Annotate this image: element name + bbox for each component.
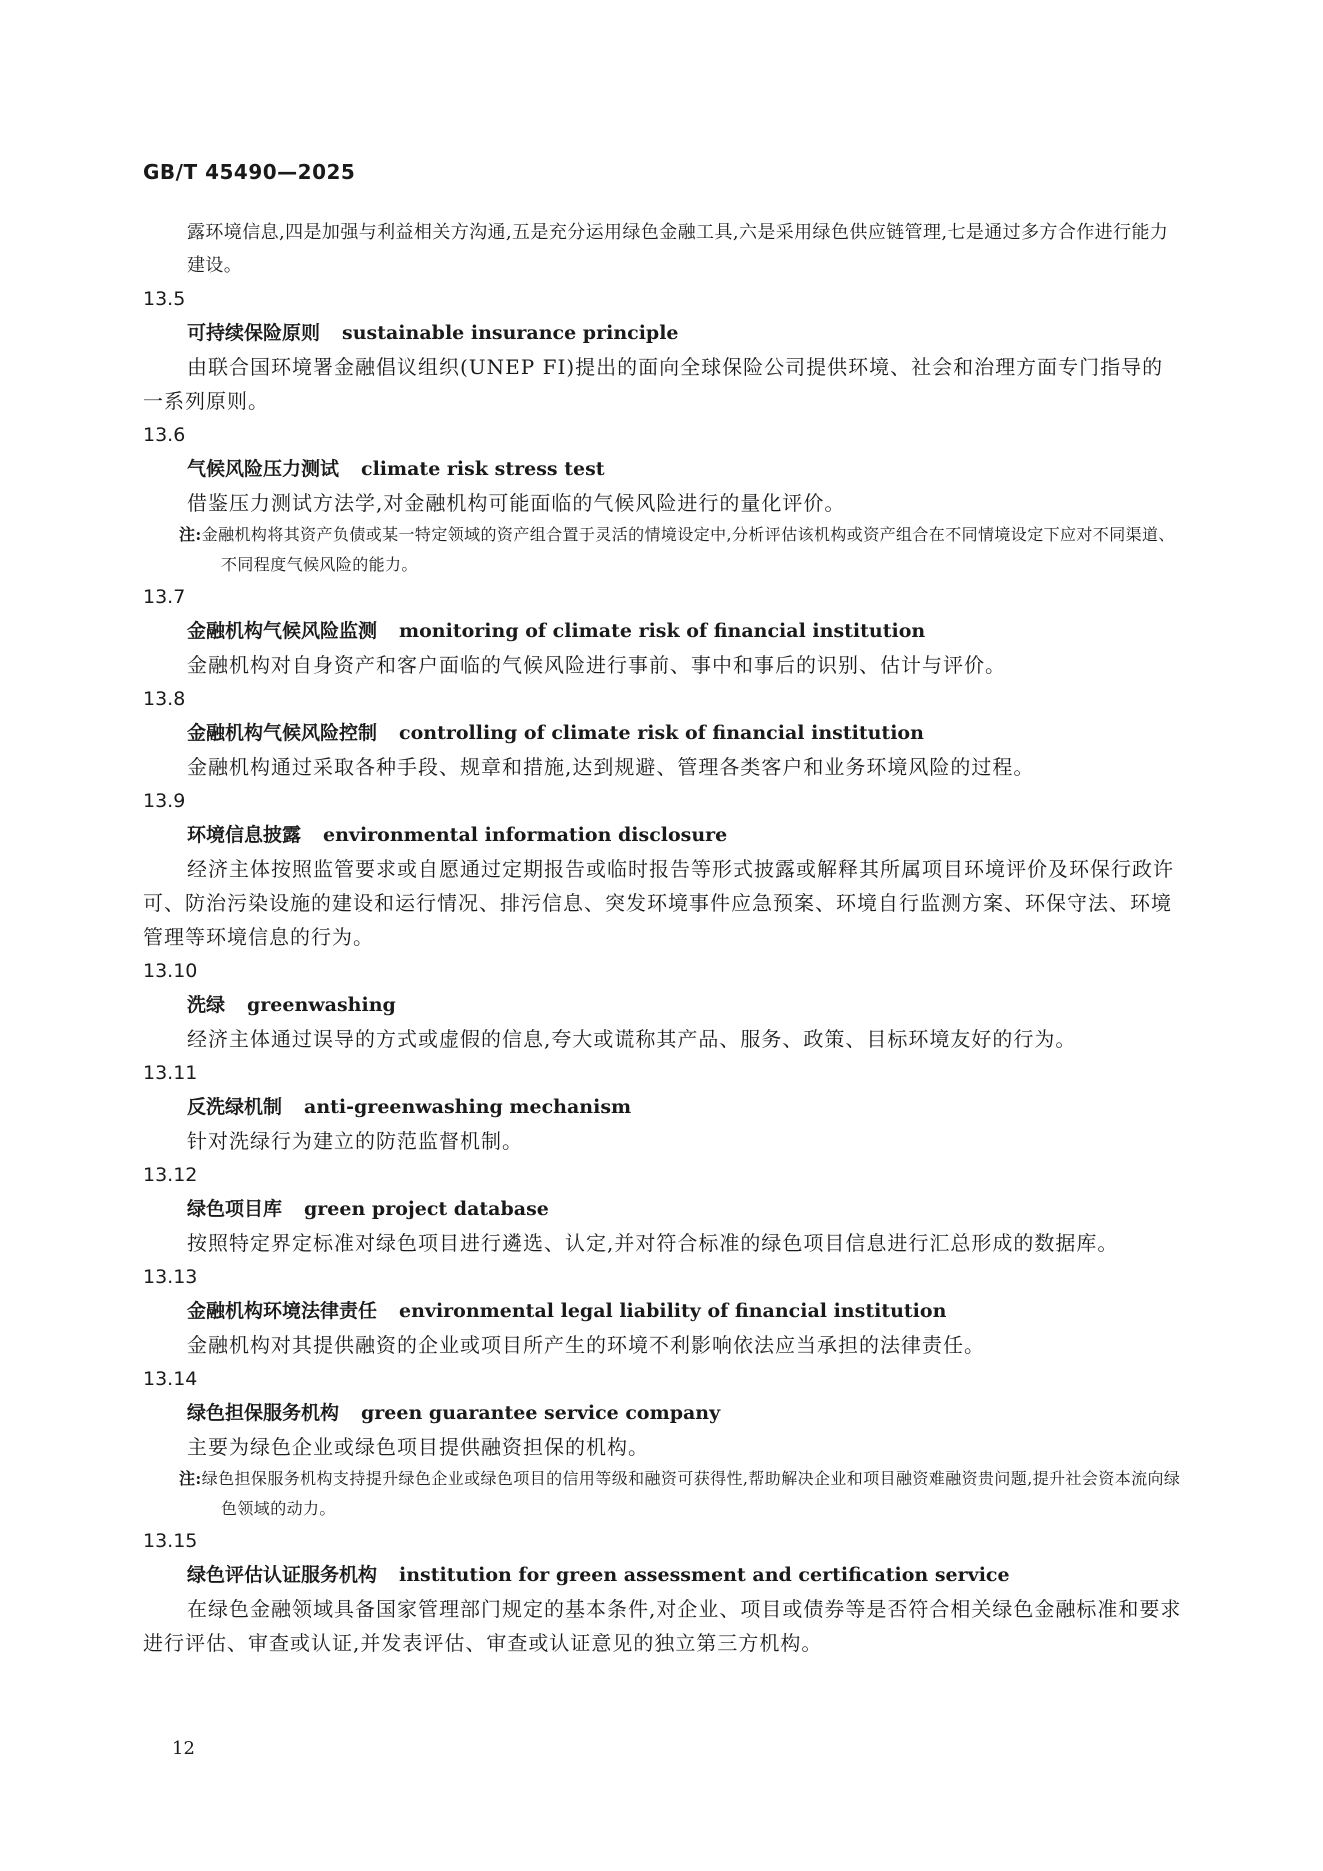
term-zh: 金融机构环境法律责任 <box>187 1300 378 1322</box>
term-entry <box>143 1158 1183 1260</box>
term-en: sustainable insurance principle <box>342 322 679 344</box>
standard-number: GB/T 45490—2025 <box>143 160 356 184</box>
term-definition: 按照特定界定标准对绿色项目进行遴选、认定,并对符合标准的绿色项目信息进行汇总形成的数据库。 <box>187 1231 1119 1255</box>
term-number: 13.15 <box>143 1530 198 1552</box>
term-zh: 反洗绿机制 <box>187 1096 283 1118</box>
term-entry <box>143 1056 1183 1158</box>
term-definition: 在绿色金融领域具备国家管理部门规定的基本条件,对企业、项目或债券等是否符合相关绿色金融标准和要求进行评估、审查或认证,并发表评估、审查或认证意见的独立第三方机构。 <box>143 1597 1182 1655</box>
term-number: 13.8 <box>143 688 186 710</box>
term-title <box>143 988 1183 1022</box>
term-number: 13.12 <box>143 1164 198 1186</box>
term-en: green guarantee service company <box>361 1402 721 1424</box>
term-note <box>179 520 1183 580</box>
term-entry <box>143 682 1183 784</box>
term-definition: 金融机构对自身资产和客户面临的气候风险进行事前、事中和事后的识别、估计与评价。 <box>187 653 1006 677</box>
term-number: 13.7 <box>143 586 186 608</box>
term-en: environmental information disclosure <box>323 824 728 846</box>
term-number: 13.14 <box>143 1368 198 1390</box>
term-zh: 环境信息披露 <box>187 824 302 846</box>
term-title <box>143 716 1183 750</box>
term-entry <box>143 1362 1183 1524</box>
term-number: 13.5 <box>143 288 186 310</box>
term-en: institution for green assessment and certification service <box>399 1564 1010 1586</box>
note-label: 注: <box>179 525 202 544</box>
term-title <box>143 316 1183 350</box>
term-zh: 洗绿 <box>187 994 226 1016</box>
note-text: 金融机构将其资产负债或某一特定领域的资产组合置于灵活的情境设定中,分析评估该机构或资产组合在不同情境设定下应对不同渠道、不同程度气候风险的能力。 <box>201 525 1175 574</box>
term-en: monitoring of climate risk of financial institution <box>399 620 926 642</box>
term-zh: 金融机构气候风险监测 <box>187 620 378 642</box>
term-definition: 主要为绿色企业或绿色项目提供融资担保的机构。 <box>187 1435 649 1459</box>
term-title <box>143 818 1183 852</box>
term-number: 13.9 <box>143 790 186 812</box>
term-entry <box>143 580 1183 682</box>
term-entry <box>143 282 1183 418</box>
term-en: greenwashing <box>247 994 396 1016</box>
term-zh: 绿色担保服务机构 <box>187 1402 340 1424</box>
term-title <box>143 1294 1183 1328</box>
term-zh: 可持续保险原则 <box>187 322 321 344</box>
term-zh: 气候风险压力测试 <box>187 458 340 480</box>
term-en: controlling of climate risk of financial institution <box>399 722 924 744</box>
term-title <box>143 1558 1183 1592</box>
term-entry <box>143 418 1183 580</box>
term-zh: 绿色评估认证服务机构 <box>187 1564 378 1586</box>
term-definition: 金融机构对其提供融资的企业或项目所产生的环境不利影响依法应当承担的法律责任。 <box>187 1333 985 1357</box>
term-number: 13.13 <box>143 1266 198 1288</box>
page-number: 12 <box>172 1738 195 1759</box>
term-en: climate risk stress test <box>361 458 605 480</box>
term-entry <box>143 1260 1183 1362</box>
term-note <box>179 1464 1183 1524</box>
term-number: 13.6 <box>143 424 186 446</box>
term-number: 13.11 <box>143 1062 198 1084</box>
term-definition: 金融机构通过采取各种手段、规章和措施,达到规避、管理各类客户和业务环境风险的过程。 <box>187 755 1035 779</box>
document-body <box>143 216 1183 1660</box>
term-definition: 经济主体通过误导的方式或虚假的信息,夸大或谎称其产品、服务、政策、目标环境友好的行为。 <box>187 1027 1077 1051</box>
term-title <box>143 1192 1183 1226</box>
term-title <box>143 1090 1183 1124</box>
term-title <box>143 1396 1183 1430</box>
term-zh: 绿色项目库 <box>187 1198 283 1220</box>
term-entry <box>143 784 1183 954</box>
continuation-paragraph: 露环境信息,四是加强与利益相关方沟通,五是充分运用绿色金融工具,六是采用绿色供应链管理,七是通过多方合作进行能力建设。 <box>187 222 1169 276</box>
term-title <box>143 452 1183 486</box>
term-zh: 金融机构气候风险控制 <box>187 722 378 744</box>
term-title <box>143 614 1183 648</box>
term-en: environmental legal liability of financial institution <box>399 1300 947 1322</box>
note-text: 绿色担保服务机构支持提升绿色企业或绿色项目的信用等级和融资可获得性,帮助解决企业和项目融资难融资贵问题,提升社会资本流向绿色领域的动力。 <box>201 1469 1181 1518</box>
term-entry <box>143 1524 1183 1660</box>
term-en: anti-greenwashing mechanism <box>304 1096 632 1118</box>
note-label: 注: <box>179 1469 202 1488</box>
term-definition: 经济主体按照监管要求或自愿通过定期报告或临时报告等形式披露或解释其所属项目环境评价及环保行政许可、防治污染设施的建设和运行情况、排污信息、突发环境事件应急预案、环境自行监测方案、环保守法、环境管理等环境信息的行为。 <box>143 857 1174 949</box>
term-definition: 借鉴压力测试方法学,对金融机构可能面临的气候风险进行的量化评价。 <box>187 491 846 515</box>
term-number: 13.10 <box>143 960 198 982</box>
term-en: green project database <box>304 1198 549 1220</box>
term-definition: 针对洗绿行为建立的防范监督机制。 <box>187 1129 523 1153</box>
term-entry <box>143 954 1183 1056</box>
term-definition: 由联合国环境署金融倡议组织(UNEP FI)提出的面向全球保险公司提供环境、社会和治理方面专门指导的一系列原则。 <box>143 355 1164 413</box>
